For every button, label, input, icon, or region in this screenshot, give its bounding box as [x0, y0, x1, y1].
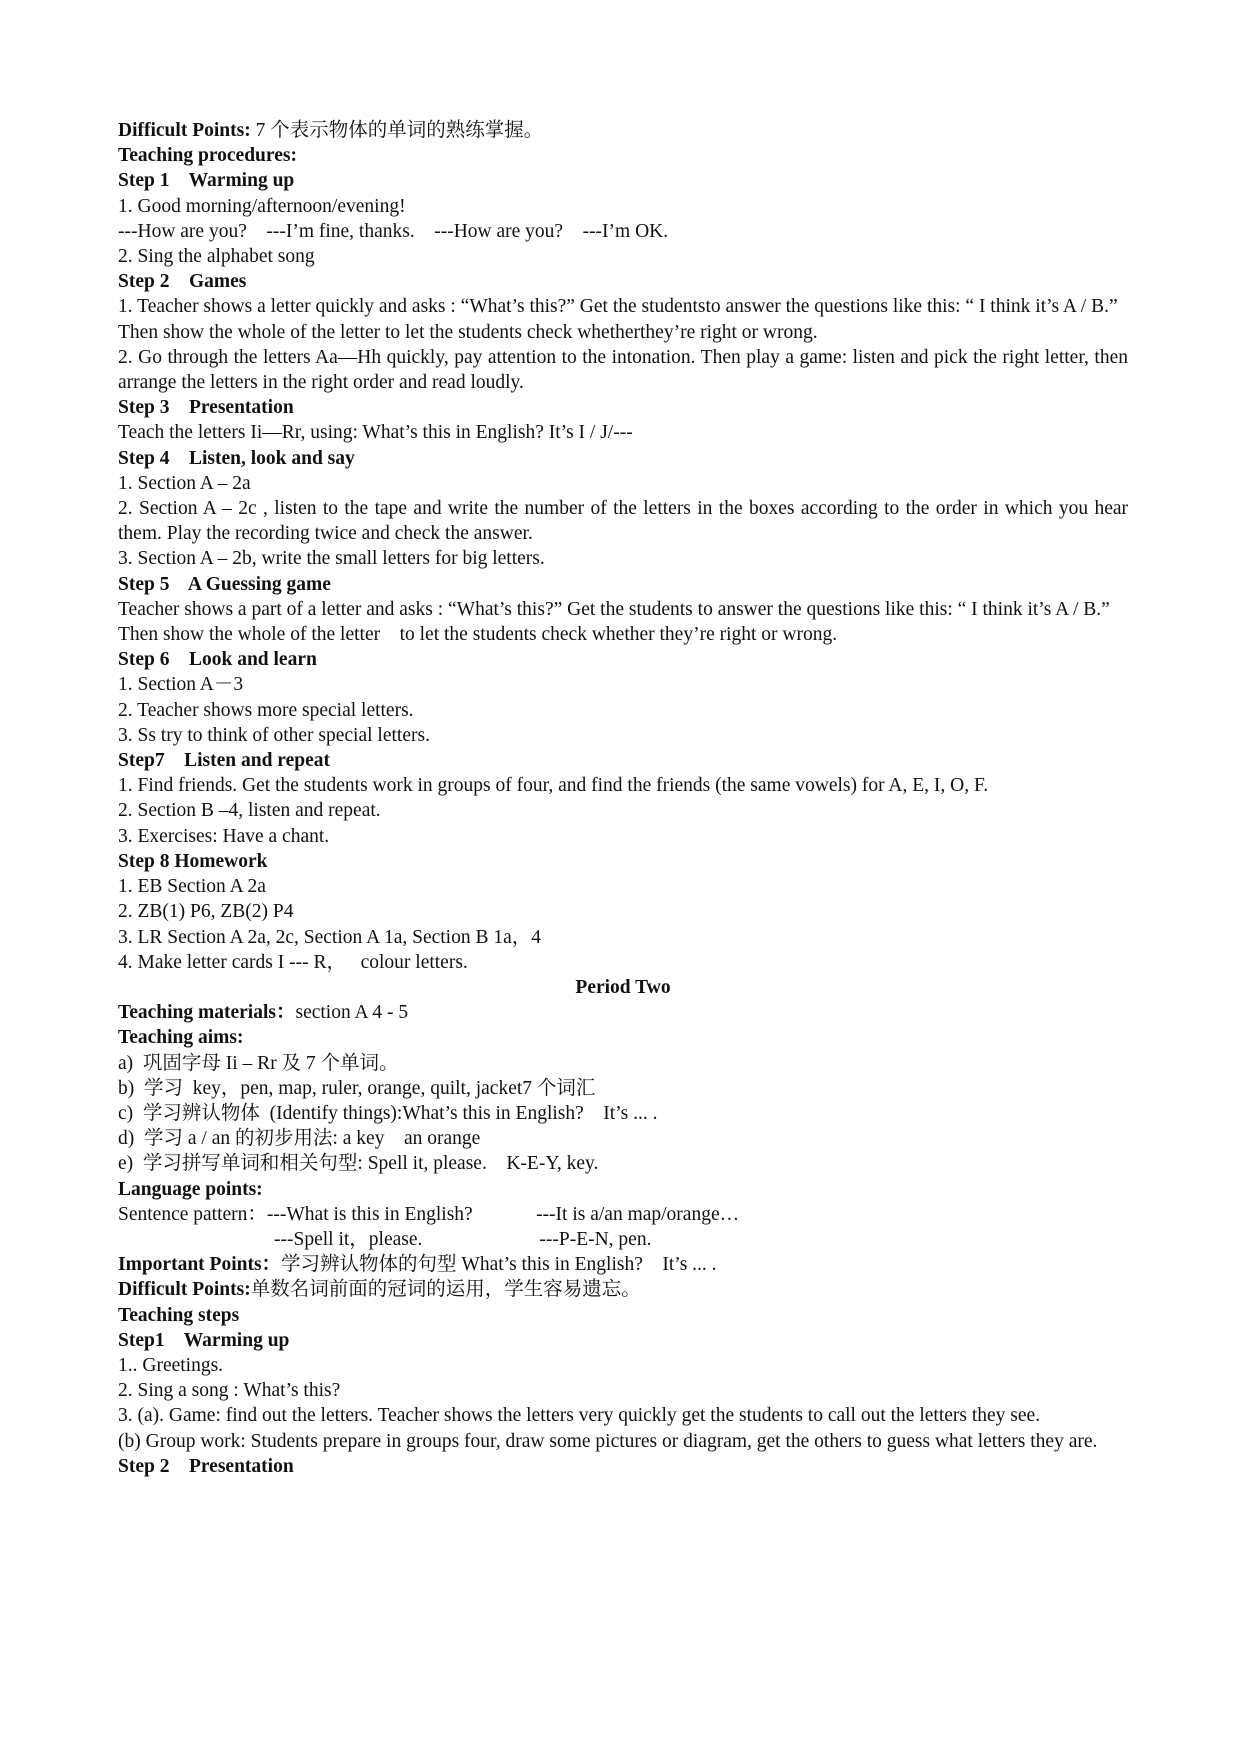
step4-item: 3. Section A – 2b, write the small letters for big letters. [118, 548, 545, 570]
p2-step1-heading: Step1 Warming up [118, 1329, 290, 1351]
step3-paragraph: Teach the letters Ii—Rr, using: What’s this in English? It’s I / J/--- [118, 422, 633, 444]
step6-item: 2. Teacher shows more special letters. [118, 699, 414, 721]
step2-paragraph: 2. Go through the letters Aa—Hh quickly, pay attention to the intonation. Then play a game: listen and pick the right letter, then arrange the letters in the right order and read loudly. [118, 346, 1133, 394]
period-two-heading: Period Two [575, 976, 671, 998]
p2-step1-item: 1.. Greetings. [118, 1354, 224, 1376]
step5-paragraph: Teacher shows a part of a letter and asks : “What’s this?” Get the students to answer the questions like this: “ I think it’s A / B.” [118, 598, 1110, 620]
step4-heading: Step 4 Listen, look and say [118, 447, 355, 469]
p2-step1-item: 2. Sing a song : What’s this? [118, 1380, 341, 1402]
difficult-points-text: 7 个表示物体的单词的熟练掌握。 [250, 120, 544, 141]
teaching-procedures-heading: Teaching procedures: [118, 145, 297, 167]
document-page [118, 118, 1133, 1479]
step2-heading: Step 2 Games [118, 271, 247, 293]
step8-item: 3. LR Section A 2a, 2c, Section A 1a, Section B 1a，4 [118, 926, 542, 948]
step1-heading: Step 1 Warming up [118, 170, 295, 192]
aim-item: b) 学习 key，pen, map, ruler, orange, quilt, jacket7 个词汇 [118, 1077, 596, 1099]
difficult-points-2-text: 单数名词前面的冠词的运用，学生容易遗忘。 [250, 1279, 641, 1301]
step6-item: 3. Ss try to think of other special letters. [118, 724, 430, 746]
important-points-label: Important Points： [118, 1254, 282, 1276]
step4-item: 1. Section A – 2a [118, 472, 251, 494]
difficult-points-2 [118, 1277, 1128, 1302]
step5-heading: Step 5 A Guessing game [118, 573, 331, 595]
p2-step2-heading: Step 2 Presentation [118, 1455, 294, 1477]
sentence-pattern: Sentence pattern：---What is this in English? ---It is a/an map/orange… [118, 1203, 740, 1225]
teaching-materials-label: Teaching materials： [118, 1002, 296, 1024]
aim-item: a) 巩固字母 Ii – Rr 及 7 个单词。 [118, 1052, 399, 1074]
p2-step1-item: 3. (a). Game: find out the letters. Teacher shows the letters very quickly get the students to call out the letters they see. [118, 1405, 1041, 1427]
step2-paragraph: 1. Teacher shows a letter quickly and asks : “What’s this?” Get the studentsto answer the questions like this: “ I think it’s A / B.” [118, 296, 1118, 318]
step1-item: 1. Good morning/afternoon/evening! [118, 195, 406, 217]
step8-item: 1. EB Section A 2a [118, 876, 266, 898]
difficult-points-label: Difficult Points: [118, 120, 251, 141]
step1-item: 2. Sing the alphabet song [118, 246, 315, 268]
teaching-materials [118, 1000, 1128, 1025]
step6-heading: Step 6 Look and learn [118, 649, 317, 671]
language-points-heading: Language points: [118, 1178, 263, 1200]
step7-item: 1. Find friends. Get the students work in groups of four, and find the friends (the same vowels) for A, E, I, O, F. [118, 775, 989, 797]
step2-paragraph: Then show the whole of the letter to let the students check whetherthey’re right or wrong. [118, 321, 818, 343]
difficult-points [118, 118, 1128, 143]
step8-item: 2. ZB(1) P6, ZB(2) P4 [118, 901, 294, 923]
teaching-materials-text: section A 4 - 5 [295, 1002, 409, 1024]
teaching-steps-heading: Teaching steps [118, 1304, 240, 1326]
aim-item: d) 学习 a / an 的初步用法: a key an orange [118, 1128, 481, 1150]
step8-heading: Step 8 Homework [118, 850, 268, 872]
difficult-points-2-label: Difficult Points: [118, 1279, 251, 1301]
step1-dialogue: ---How are you? ---I’m fine, thanks. ---How are you? ---I’m OK. [118, 220, 669, 242]
aim-item: e) 学习拼写单词和相关句型: Spell it, please. K-E-Y, key. [118, 1153, 599, 1175]
teaching-aims-heading: Teaching aims: [118, 1027, 244, 1049]
step3-heading: Step 3 Presentation [118, 397, 294, 419]
step7-item: 3. Exercises: Have a chant. [118, 825, 330, 847]
aim-item: c) 学习辨认物体 (Identify things):What’s this in English? It’s ... . [118, 1102, 658, 1124]
step8-item: 4. Make letter cards I --- R， colour letters. [118, 951, 468, 973]
sentence-pattern: ---Spell it，please. ---P-E-N, pen. [118, 1228, 652, 1250]
important-points-text: 学习辨认物体的句型 What’s this in English? It’s ... . [281, 1254, 717, 1276]
p2-step1-item: (b) Group work: Students prepare in groups four, draw some pictures or diagram, get the others to guess what letters they are. [118, 1430, 1098, 1452]
step7-item: 2. Section B –4, listen and repeat. [118, 800, 381, 822]
step7-heading: Step7 Listen and repeat [118, 750, 330, 772]
step6-item: 1. Section A－3 [118, 674, 244, 696]
step5-paragraph: Then show the whole of the letter to let the students check whether they’re right or wrong. [118, 624, 838, 646]
important-points [118, 1252, 1128, 1277]
step4-item: 2. Section A – 2c , listen to the tape and write the number of the letters in the boxes according to the order in which you hear them. Play the recording twice and check the answer. [118, 498, 1133, 545]
